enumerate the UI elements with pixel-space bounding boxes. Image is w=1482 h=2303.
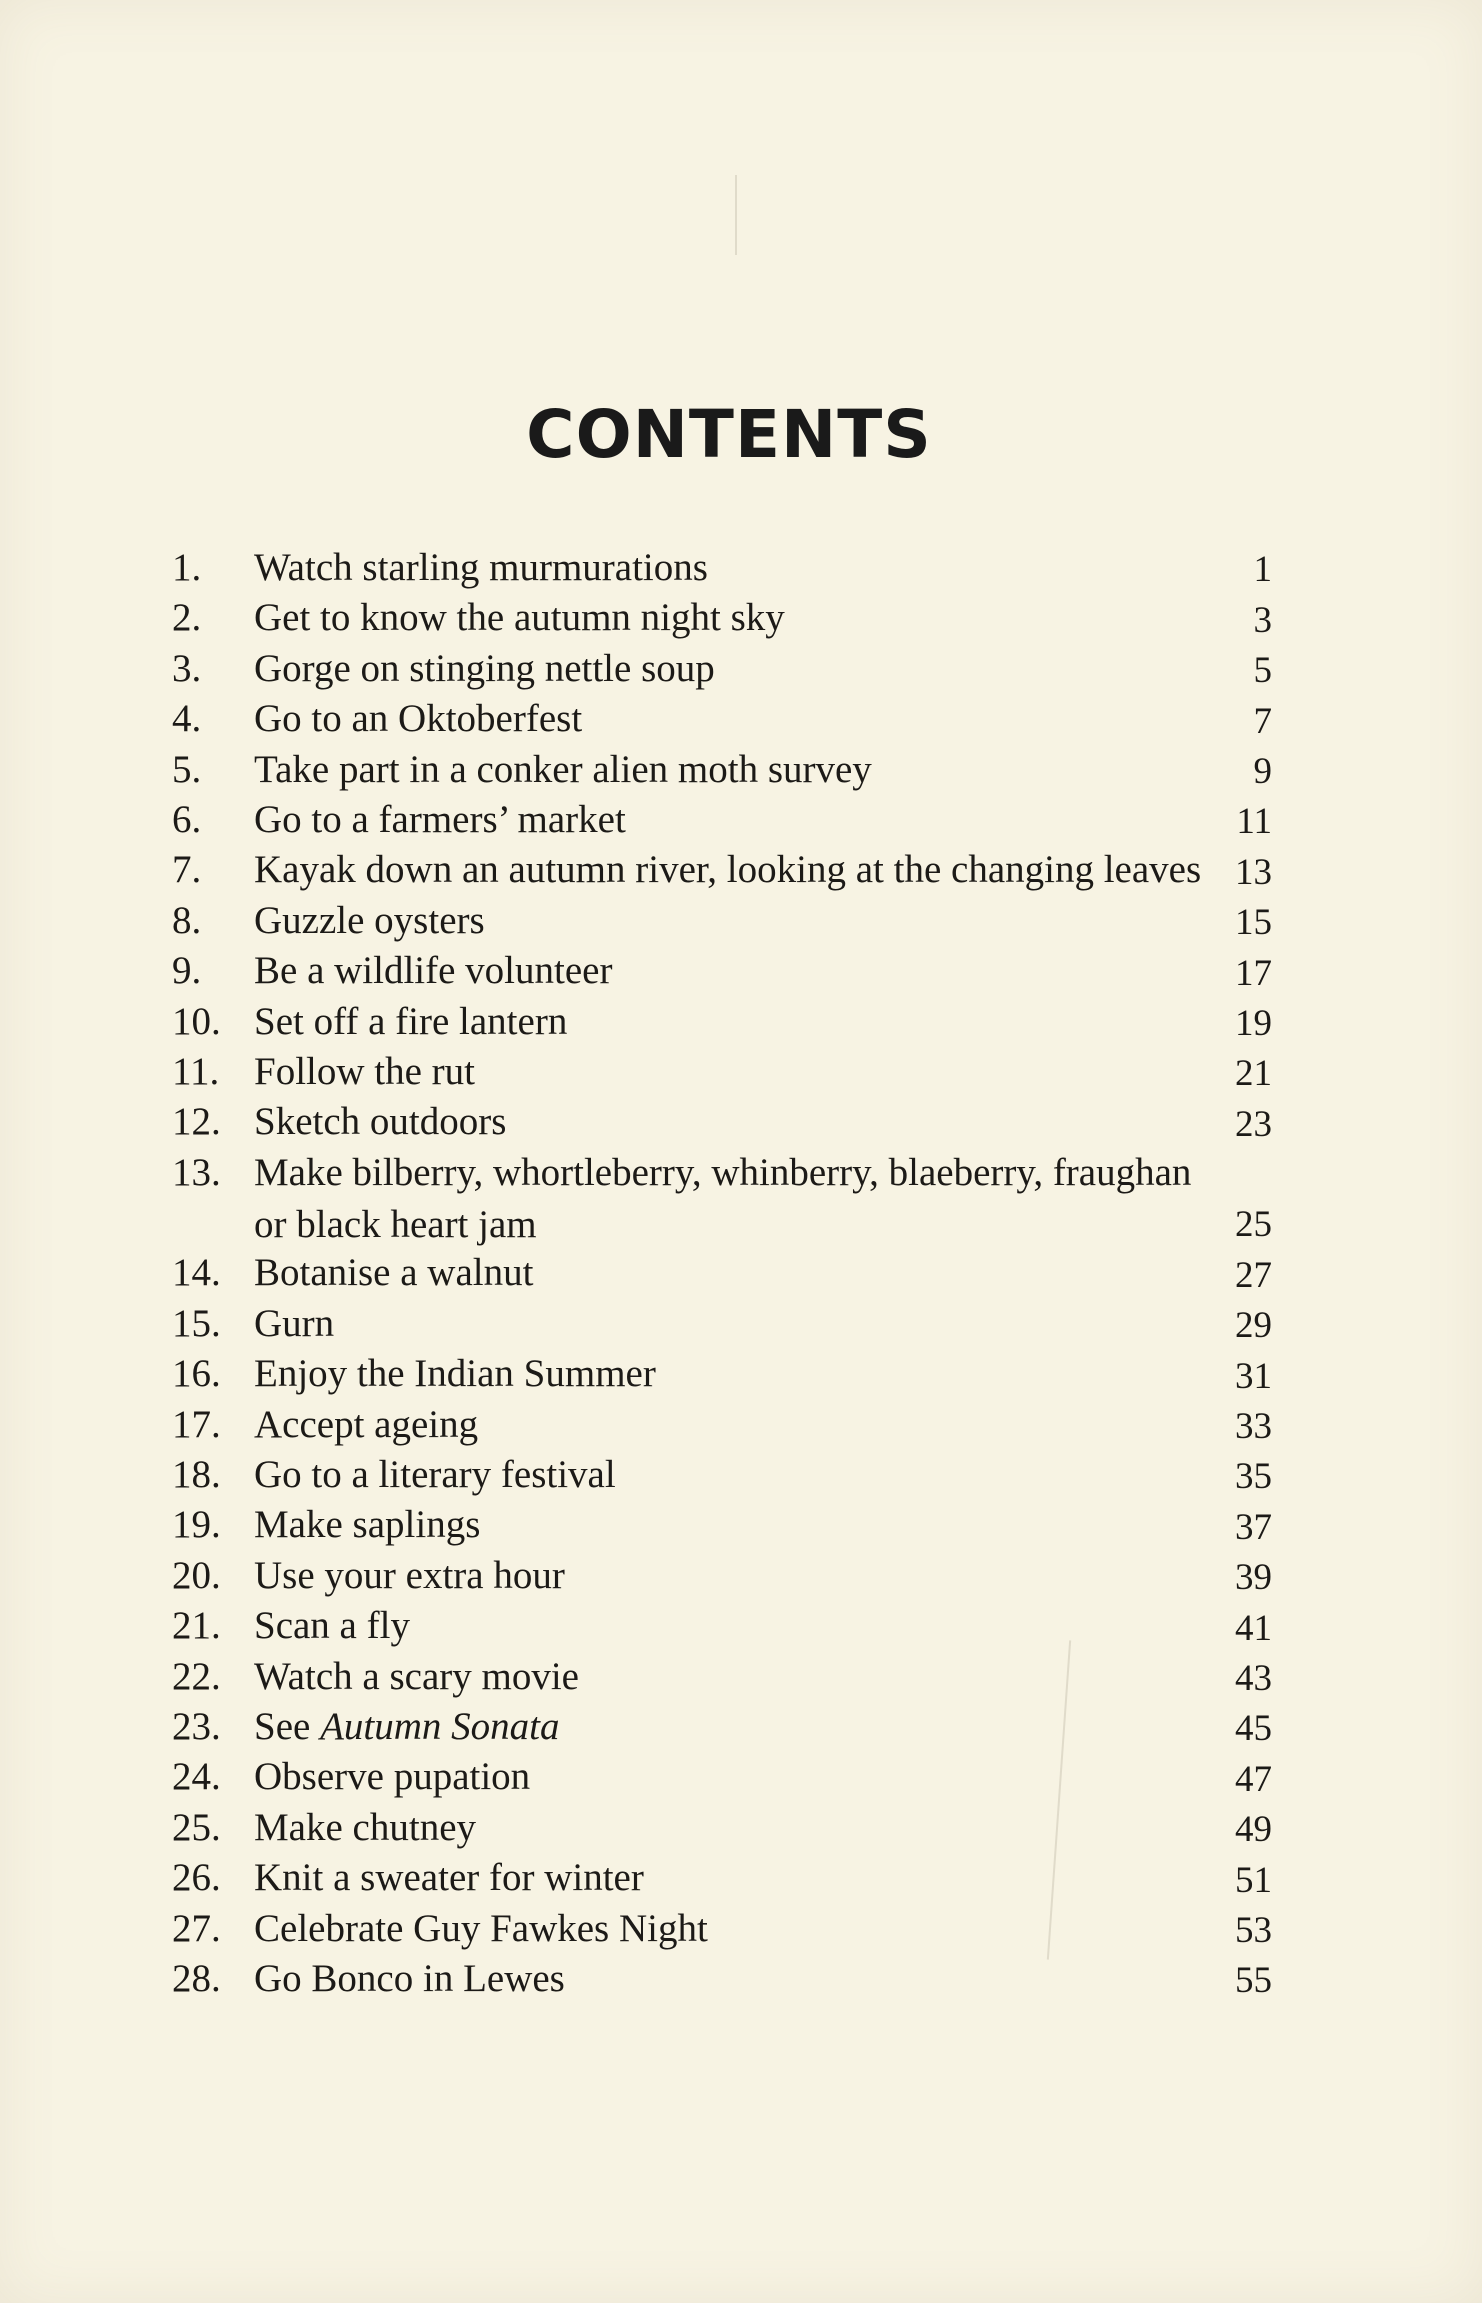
entry-number: 15. (172, 1301, 221, 1345)
entry-title (254, 1096, 1254, 1148)
contents-entry (0, 794, 1482, 844)
entry-title-text: Get to know the autumn night sky (254, 596, 785, 640)
entry-title-text: Sketch outdoors (254, 1100, 507, 1144)
entry-page-number: 41 (1235, 1607, 1272, 1649)
contents-entry (0, 1348, 1482, 1398)
contents-entry (0, 1600, 1482, 1650)
entry-title (254, 1600, 1254, 1652)
entry-page-number: 55 (1235, 1960, 1272, 2002)
entry-page-number: 49 (1235, 1809, 1272, 1851)
entry-number: 25. (172, 1805, 221, 1849)
entry-title-text: See (254, 1705, 321, 1748)
entry-title (254, 1046, 1254, 1098)
entry-title-text: Make saplings (254, 1503, 481, 1547)
entry-title (254, 996, 1254, 1048)
entry-title (254, 895, 1254, 947)
entry-number: 17. (172, 1402, 221, 1446)
entry-number: 6. (172, 797, 202, 841)
entry-title (254, 1953, 1254, 2005)
entry-title (254, 1852, 1254, 1904)
contents-entry (0, 1802, 1482, 1852)
contents-entry (0, 1096, 1482, 1146)
entry-title-text: Guzzle oysters (254, 898, 485, 942)
entry-number: 14. (172, 1251, 221, 1295)
entry-title (254, 1348, 1254, 1400)
entry-page-number: 21 (1235, 1053, 1272, 1095)
contents-entry (0, 1449, 1482, 1499)
contents-entry (0, 1953, 1482, 2003)
contents-entry (0, 1147, 1482, 1248)
contents-entry (0, 1852, 1482, 1902)
entry-title (254, 744, 1254, 796)
entry-number: 2. (172, 596, 202, 640)
entry-number: 3. (172, 646, 202, 690)
entry-title (254, 794, 1254, 846)
entry-title-italic: Autumn Sonata (320, 1705, 560, 1748)
entry-number: 5. (172, 747, 202, 791)
entry-title (254, 693, 1254, 745)
entry-page-number: 19 (1235, 1002, 1272, 1044)
entry-title-text: Make chutney (254, 1805, 477, 1849)
entry-number: 21. (172, 1604, 221, 1648)
entry-title-text: Gurn (254, 1301, 335, 1345)
entry-page-number: 5 (1253, 650, 1272, 692)
entry-title (254, 643, 1254, 695)
entry-title-text: Make bilberry, whortleberry, whinberry, blaeberry, fraughan or black heart jam (254, 1150, 1192, 1246)
entry-title (254, 945, 1254, 997)
entry-title (254, 1751, 1254, 1803)
entry-title-text: Accept ageing (254, 1402, 479, 1446)
entry-page-number: 33 (1235, 1406, 1272, 1448)
entry-title-text: Celebrate Guy Fawkes Night (254, 1906, 708, 1950)
contents-list (0, 542, 1482, 2003)
entry-title (254, 844, 1254, 896)
entry-number: 18. (172, 1453, 221, 1497)
entry-page-number: 13 (1235, 851, 1272, 893)
entry-page-number: 43 (1235, 1658, 1272, 1699)
contents-entry (0, 1399, 1482, 1449)
entry-title-text: Kayak down an autumn river, looking at the changing leaves (254, 848, 1202, 892)
entry-title-text: Take part in a conker alien moth survey (254, 747, 872, 791)
entry-title-text: Watch starling murmurations (254, 546, 708, 589)
contents-entry (0, 1298, 1482, 1348)
entry-title (254, 1399, 1254, 1451)
entry-number: 1. (172, 546, 202, 589)
entry-title-text: Go to a farmers’ market (254, 797, 626, 841)
entry-title-text: Follow the rut (254, 1049, 475, 1093)
contents-entry (0, 895, 1482, 945)
contents-entry (0, 1247, 1482, 1297)
entry-number: 26. (172, 1856, 221, 1900)
contents-entry (0, 1499, 1482, 1549)
entry-title-text: Scan a fly (254, 1604, 410, 1648)
scan-mark (735, 175, 737, 255)
contents-entry (0, 945, 1482, 995)
entry-number: 13. (172, 1150, 221, 1194)
entry-page-number: 11 (1236, 801, 1272, 843)
entry-number: 12. (172, 1100, 221, 1144)
entry-title-text: Be a wildlife volunteer (254, 949, 613, 993)
entry-number: 20. (172, 1553, 221, 1597)
contents-entry (0, 1903, 1482, 1953)
entry-page-number: 27 (1235, 1254, 1272, 1296)
entry-number: 7. (172, 848, 202, 892)
entry-page-number: 23 (1235, 1103, 1272, 1145)
entry-title-text: Gorge on stinging nettle soup (254, 646, 715, 690)
contents-entry (0, 996, 1482, 1046)
entry-number: 8. (172, 898, 202, 942)
entry-title (254, 1550, 1254, 1602)
entry-page-number: 31 (1235, 1355, 1272, 1397)
entry-title-text: Enjoy the Indian Summer (254, 1352, 656, 1396)
entry-number: 23. (172, 1705, 221, 1748)
entry-page-number: 47 (1235, 1758, 1272, 1800)
contents-entry (0, 1751, 1482, 1801)
entry-number: 19. (172, 1503, 221, 1547)
entry-number: 11. (172, 1049, 220, 1093)
entry-page-number: 39 (1235, 1557, 1272, 1599)
entry-title-text: Botanise a walnut (254, 1251, 534, 1295)
entry-page-number: 35 (1235, 1456, 1272, 1498)
entry-title-text: Observe pupation (254, 1755, 531, 1799)
contents-entry (0, 844, 1482, 894)
entry-number: 16. (172, 1352, 221, 1396)
entry-number: 24. (172, 1755, 221, 1799)
entry-page-number: 1 (1253, 549, 1272, 591)
entry-page-number: 37 (1235, 1506, 1272, 1548)
contents-entry (0, 1701, 1482, 1751)
entry-title-text: Set off a fire lantern (254, 999, 568, 1043)
entry-number: 22. (172, 1654, 221, 1698)
entry-title-text: Watch a scary movie (254, 1654, 579, 1698)
contents-entry (0, 693, 1482, 743)
entry-title (254, 1802, 1254, 1854)
entry-title (254, 1499, 1254, 1551)
entry-title (254, 1701, 1254, 1753)
entry-number: 27. (172, 1906, 221, 1950)
entry-title-text: Go Bonco in Lewes (254, 1956, 565, 2000)
entry-title (254, 1651, 1254, 1703)
entry-page-number: 3 (1253, 599, 1272, 641)
entry-title (254, 1449, 1254, 1501)
entry-title (254, 1903, 1254, 1955)
entry-number: 4. (172, 697, 202, 741)
contents-entry (0, 643, 1482, 693)
entry-number: 28. (172, 1956, 221, 2000)
contents-heading: CONTENTS (526, 396, 932, 474)
contents-entry (0, 1651, 1482, 1701)
entry-page-number: 45 (1235, 1708, 1272, 1750)
entry-page-number: 9 (1253, 750, 1272, 792)
entry-title (254, 1147, 1254, 1251)
entry-page-number: 29 (1235, 1305, 1272, 1347)
entry-title (254, 1247, 1254, 1299)
entry-title (254, 1298, 1254, 1350)
entry-page-number: 25 (1235, 1204, 1272, 1246)
entry-page-number: 17 (1235, 952, 1272, 994)
entry-title (254, 592, 1254, 644)
entry-number: 10. (172, 999, 221, 1043)
entry-number: 9. (172, 949, 202, 993)
entry-page-number: 7 (1253, 700, 1272, 742)
entry-title-text: Go to a literary festival (254, 1453, 616, 1497)
contents-entry (0, 542, 1482, 592)
entry-title-text: Go to an Oktoberfest (254, 697, 583, 741)
entry-page-number: 51 (1235, 1859, 1272, 1901)
entry-page-number: 15 (1235, 902, 1272, 944)
entry-page-number: 53 (1235, 1909, 1272, 1951)
contents-entry (0, 1046, 1482, 1096)
contents-entry (0, 592, 1482, 642)
entry-title-text: Knit a sweater for winter (254, 1856, 644, 1900)
entry-title (254, 542, 1254, 594)
contents-entry (0, 744, 1482, 794)
contents-entry (0, 1550, 1482, 1600)
entry-title-text: Use your extra hour (254, 1553, 565, 1597)
